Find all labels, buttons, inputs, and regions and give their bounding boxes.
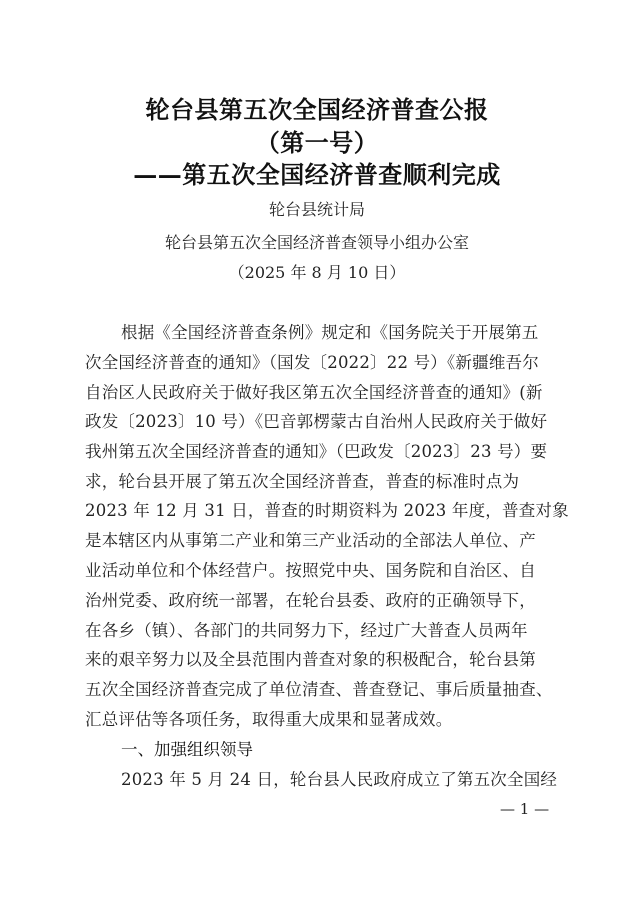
paragraph-line: 次全国经济普查的通知》（国发〔2022〕22 号）《新疆维吾尔 — [85, 353, 539, 372]
section-heading: 一、加强组织领导 — [121, 740, 253, 759]
paragraph-line: 治州党委、政府统一部署，在轮台县委、政府的正确领导下， — [85, 591, 536, 610]
document-issue-number: （第一号） — [255, 128, 379, 157]
paragraph-line: 我州第五次全国经济普查的通知》（巴政发〔2023〕23 号）要 — [85, 442, 548, 461]
publication-date: （2025 年 8 月 10 日） — [228, 263, 406, 282]
paragraph-line: 自治区人民政府关于做好我区第五次全国经济普查的通知》(新 — [85, 383, 543, 402]
paragraph-line: 根据《全国经济普查条例》规定和《国务院关于开展第五 — [121, 323, 539, 342]
document-subtitle: ——第五次全国经济普查顺利完成 — [133, 160, 501, 189]
paragraph-line: 是本辖区内从事第二产业和第三产业活动的全部法人单位、产 — [85, 531, 536, 550]
paragraph-line: 汇总评估等各项任务，取得重大成果和显著成效。 — [85, 710, 453, 729]
paragraph-line: 五次全国经济普查完成了单位清查、普查登记、事后质量抽查、 — [85, 680, 553, 699]
paragraph-line: 来的艰辛努力以及全县范围内普查对象的积极配合，轮台县第 — [85, 650, 536, 669]
page-number: — 1 — — [500, 800, 550, 818]
issuer-statistics-bureau: 轮台县统计局 — [268, 200, 365, 219]
paragraph-line: 政发〔2023〕10 号）《巴音郭楞蒙古自治州人民政府关于做好 — [85, 412, 548, 431]
paragraph-line: 求，轮台县开展了第五次全国经济普查，普查的标准时点为 — [85, 472, 520, 491]
paragraph-line: 2023 年 5 月 24 日，轮台县人民政府成立了第五次全国经 — [121, 770, 558, 789]
issuer-census-office: 轮台县第五次全国经济普查领导小组办公室 — [164, 233, 469, 252]
paragraph-line: 业活动单位和个体经营户。按照党中央、国务院和自治区、自 — [85, 561, 536, 580]
paragraph-line: 2023 年 12 月 31 日，普查的时期资料为 2023 年度，普查对象 — [85, 501, 569, 520]
document-title: 轮台县第五次全国经济普查公报 — [145, 95, 489, 124]
paragraph-line: 在各乡（镇）、各部门的共同努力下，经过广大普查人员两年 — [85, 621, 528, 640]
